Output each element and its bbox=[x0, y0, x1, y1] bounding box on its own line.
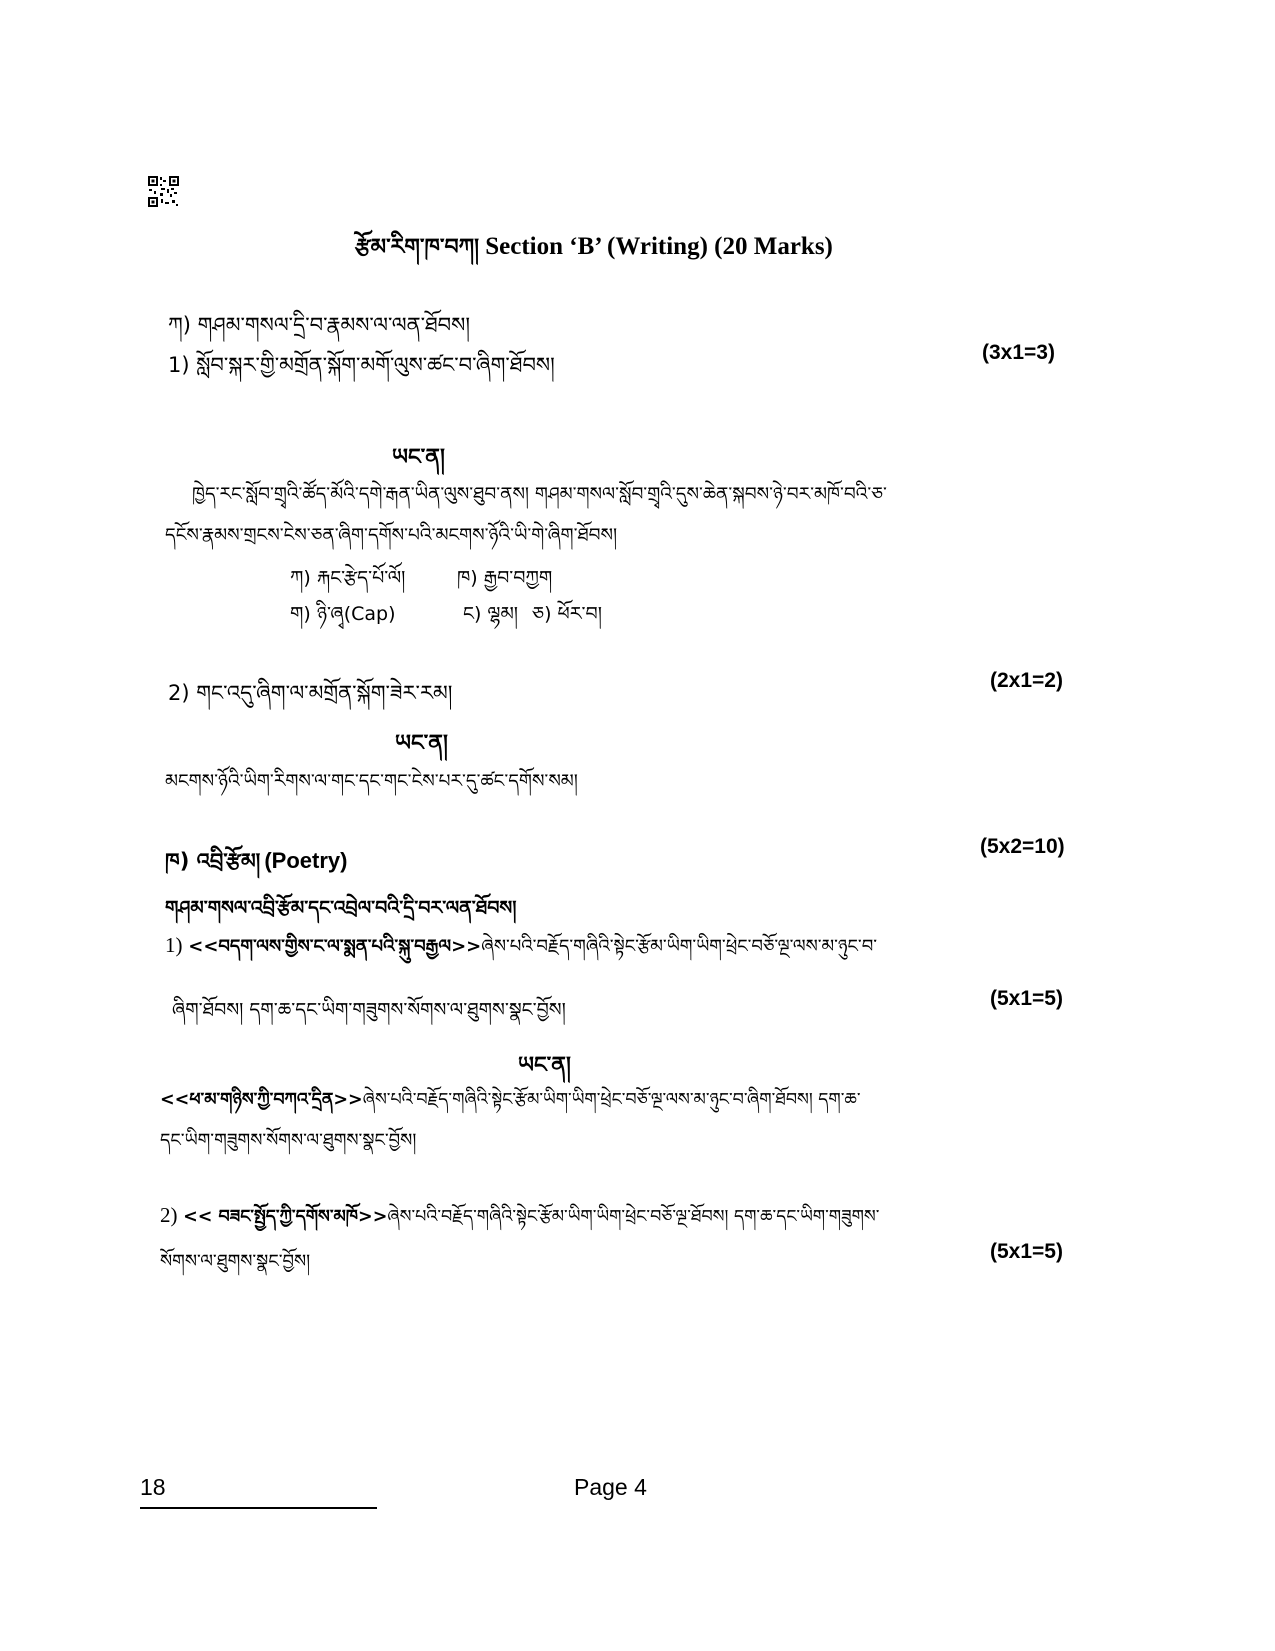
q2-yang-na: ཡང་ན། bbox=[395, 731, 448, 756]
poetry-q1-alt-line2: དང་ཡིག་གཟུགས་སོགས་ལ་ཐུགས་སྣང་བྱོས། bbox=[160, 1130, 417, 1151]
q1-alt-line1: ཁྱེད་རང་སློབ་གྲྭའི་ཚོད་མོའི་དགེ་རྒན་ཡིན་ལུས་ཐུབ་ནས། གཤམ་གསལ་སློབ་གྲྭའི་དུས་ཆེན་སྐབས་ཉེ་བར་མཁོ་བའི་ཅ་ bbox=[192, 484, 887, 505]
footer-rule bbox=[140, 1507, 377, 1509]
poetry-q2-title: << བཟང་སྤྱོད་ཀྱི་དགོས་མཁོ>> bbox=[183, 1207, 388, 1227]
poetry-q1-alt-title: <<ཕ་མ་གཉིས་ཀྱི་བཀའ་དྲིན>> bbox=[160, 1090, 363, 1110]
poetry-q2-line1-rest: ཞེས་པའི་བརྗོད་གཞིའི་སྟེང་རྩོམ་ཡིག་ཡིག་ཕྲེང་བཅོ་ལྔ་ཐོབས། དག་ཆ་དང་ཡིག་གཟུགས་ bbox=[387, 1207, 880, 1227]
q1-alt-line2: དངོས་རྣམས་གྲངས་ངེས་ཅན་ཞིག་དགོས་པའི་མངགས་ཉོའི་ཡི་གེ་ཞིག་ཐོབས། bbox=[165, 525, 618, 546]
poetry-q1-alt-line1-rest: ཞེས་པའི་བརྗོད་གཞིའི་སྟེང་རྩོམ་ཡིག་ཡིག་ཕྲེང་བཅོ་ལྔ་ལས་མ་ཉུང་བ་ཞིག་ཐོབས། དག་ཆ་ bbox=[362, 1090, 861, 1110]
section-title-tibetan: རྩོམ་རིག་ཁ་བཀ། bbox=[355, 235, 479, 260]
qr-code-icon bbox=[148, 176, 179, 207]
poetry-q2-line1 bbox=[160, 1196, 879, 1246]
part-kha-instruction: གཤམ་གསལ་འབྲི་རྩོམ་དང་འབྲེལ་བའི་དྲི་བར་ལན་ཐོབས། bbox=[165, 897, 517, 919]
q1-marks: (3x1=3) bbox=[982, 341, 1055, 364]
q2-alt-line1: མངགས་ཉོའི་ཡིག་རིགས་ལ་གང་དང་གང་ངེས་པར་དུ་ཚང་དགོས་སམ། bbox=[165, 771, 578, 792]
poetry-q2-number: 2) bbox=[160, 1203, 178, 1227]
poetry-q2-line2: སོགས་ལ་ཐུགས་སྣང་བྱོས། bbox=[160, 1251, 311, 1272]
part-kha-marks: (5x2=10) bbox=[980, 835, 1065, 858]
part-kha-heading-english: (Poetry) bbox=[264, 848, 348, 873]
poetry-q1-yang-na: ཡང་ན། bbox=[518, 1053, 571, 1078]
part-kha-heading-tibetan: ཁ) འབྲི་རྩོམ། bbox=[165, 849, 261, 873]
poetry-q1-number: 1) bbox=[165, 933, 183, 957]
section-title bbox=[355, 222, 833, 284]
q2-text: 2) གང་འདུ་ཞིག་ལ་མགྲོན་སྐོག་ཟེར་རམ། bbox=[168, 681, 453, 705]
poetry-q1-line2: ཞིག་ཐོབས། དག་ཆ་དང་ཡིག་གཟུགས་སོགས་ལ་ཐུགས་སྣང་བྱོས། bbox=[172, 999, 566, 1021]
q1-yang-na: ཡང་ན། bbox=[392, 445, 445, 470]
part-ka-heading: ཀ) གཤམ་གསལ་དྲི་བ་རྣམས་ལ་ལན་ཐོབས། bbox=[168, 313, 470, 337]
q1-option-ka: ཀ) རྐང་རྩེད་པོ་ལོ། bbox=[290, 567, 406, 589]
q2-marks: (2x1=2) bbox=[990, 669, 1063, 692]
section-title-english: Section ‘B’ (Writing) (20 Marks) bbox=[485, 233, 833, 260]
footer-page-number: Page 4 bbox=[574, 1474, 647, 1500]
poetry-q1-title: <<བདག་ལས་གྱིས་ང་ལ་སྨན་པའི་སྐུ་བརྒྱལ>> bbox=[188, 936, 482, 957]
q1-option-kha: ཁ) རྒྱབ་བཀྱག bbox=[457, 567, 553, 589]
q1-option-ca: ཅ) ཕོར་བ། bbox=[532, 603, 602, 625]
q1-option-ga: ག) ཉི་ཞྭ(Cap) bbox=[290, 603, 396, 625]
poetry-q1-marks: (5x1=5) bbox=[990, 987, 1063, 1010]
poetry-q2-marks: (5x1=5) bbox=[990, 1240, 1063, 1263]
q1-text: 1) སློབ་སྐར་གྱི་མགྲོན་སྐོག་མགོ་ལུས་ཚང་བ་ཞིག་ཐོབས། bbox=[168, 353, 555, 377]
q1-option-nga: ང) ལྷམ། bbox=[463, 603, 519, 625]
poetry-q1-line1-rest: ཞེས་པའི་བརྗོད་གཞིའི་སྟེང་རྩོམ་ཡིག་ཡིག་ཕྲེང་བཅོ་ལྔ་ལས་མ་ཉུང་བ་ bbox=[481, 936, 878, 957]
footer-code: 18 bbox=[140, 1474, 166, 1500]
poetry-q1-line1 bbox=[165, 927, 877, 977]
